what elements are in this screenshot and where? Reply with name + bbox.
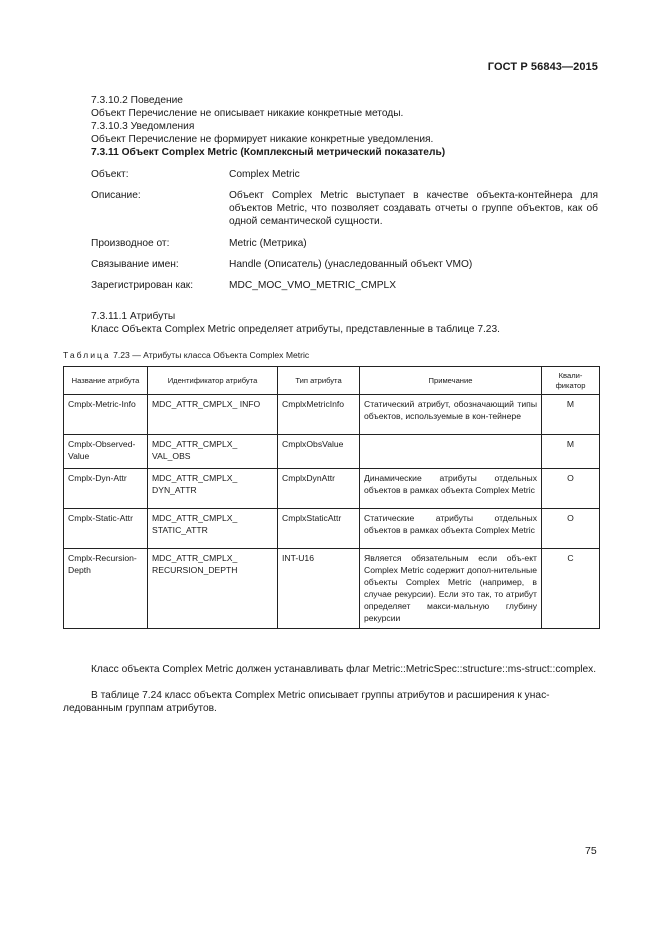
header-id: Идентификатор атрибута [148,367,278,395]
def-value-registered: MDC_MOC_VMO_METRIC_CMPLX [229,280,396,291]
cell-name: Cmplx-Static-Attr [64,509,148,549]
table-caption-prefix: Таблица [63,350,111,360]
cell-id: MDC_ATTR_CMPLX_ INFO [148,395,278,435]
cell-note [360,435,542,469]
table-row [64,509,600,549]
cell-qualifier: C [542,549,600,629]
header-qualifier: Квали-фикатор [542,367,600,395]
table-caption-text: 7.23 — Атрибуты класса Объекта Complex Metric [110,350,310,360]
table-caption [63,350,309,360]
def-label-object: Объект: [91,169,129,180]
cell-id: MDC_ATTR_CMPLX_ STATIC_ATTR [148,509,278,549]
def-label-description: Описание: [91,190,141,201]
cell-name: Cmplx-Observed-Value [64,435,148,469]
table-header-row [64,367,600,395]
cell-name: Cmplx-Dyn-Attr [64,469,148,509]
table-row [64,435,600,469]
table-row [64,469,600,509]
def-label-name-binding: Связывание имен: [91,259,179,270]
cell-type: CmplxDynAttr [278,469,360,509]
def-value-derived: Metric (Метрика) [229,238,307,249]
header-name: Название атрибута [64,367,148,395]
def-value-description: Объект Complex Metric выступает в качестве объекта-контейнера для объектов Metric, что позволяет создавать отчеты о группе объектов, как об одной семантической сущности. [229,190,598,227]
cell-type: CmplxMetricInfo [278,395,360,435]
cell-name: Cmplx-Metric-Info [64,395,148,435]
cell-note: Статические атрибуты отдельных объектов в рамках объекта Complex Metric [360,509,542,549]
table-row [64,549,600,629]
cell-qualifier: O [542,469,600,509]
closing-paragraph-2: В таблице 7.24 класс объекта Complex Metric описывает группы атрибутов и расширения к унас-ледованным группам атрибутов. [63,690,550,714]
section-heading-behavior: 7.3.10.2 Поведение [91,95,183,106]
cell-qualifier: O [542,509,600,549]
cell-id: MDC_ATTR_CMPLX_ RECURSION_DEPTH [148,549,278,629]
cell-note: Динамические атрибуты отдельных объектов в рамках объекта Complex Metric [360,469,542,509]
def-value-object: Complex Metric [229,169,300,180]
cell-qualifier: M [542,435,600,469]
cell-id: MDC_ATTR_CMPLX_ DYN_ATTR [148,469,278,509]
section-heading-complex-metric: 7.3.11 Объект Complex Metric (Комплексный метрический показатель) [91,147,446,158]
section-text-notifications: Объект Перечисление не формирует никакие конкретные уведомления. [91,134,434,145]
cell-name: Cmplx-Recursion-Depth [64,549,148,629]
cell-type: CmplxStaticAttr [278,509,360,549]
cell-note: Является обязательным если объ-ект Complex Metric содержит допол-нительные объекты Complex Metric (например, в случае рекурсии). Если это так, то атрибут определяет макси-мальную глубину рекурсии [360,549,542,629]
closing-paragraph-1: Класс объекта Complex Metric должен устанавливать флаг Metric::MetricSpec::structure::ms-struct::complex. [91,664,597,675]
cell-qualifier: M [542,395,600,435]
document-header: ГОСТ Р 56843—2015 [487,61,598,73]
attributes-table [63,366,600,629]
section-text-behavior: Объект Перечисление не описывает никакие конкретные методы. [91,108,404,119]
header-type: Тип атрибута [278,367,360,395]
attributes-text: Класс Объекта Complex Metric определяет атрибуты, представленные в таблице 7.23. [91,324,500,335]
section-heading-notifications: 7.3.10.3 Уведомления [91,121,195,132]
def-label-registered: Зарегистрирован как: [91,280,194,291]
page-number: 75 [585,845,597,857]
cell-type: CmplxObsValue [278,435,360,469]
table-row [64,395,600,435]
attributes-heading: 7.3.11.1 Атрибуты [91,311,176,322]
def-label-derived: Производное от: [91,238,170,249]
cell-note: Статический атрибут, обозначающий типы объектов, используемые в кон-тейнере [360,395,542,435]
cell-id: MDC_ATTR_CMPLX_ VAL_OBS [148,435,278,469]
header-note: Примечание [360,367,542,395]
cell-type: INT-U16 [278,549,360,629]
def-value-name-binding: Handle (Описатель) (унаследованный объект VMO) [229,259,473,270]
